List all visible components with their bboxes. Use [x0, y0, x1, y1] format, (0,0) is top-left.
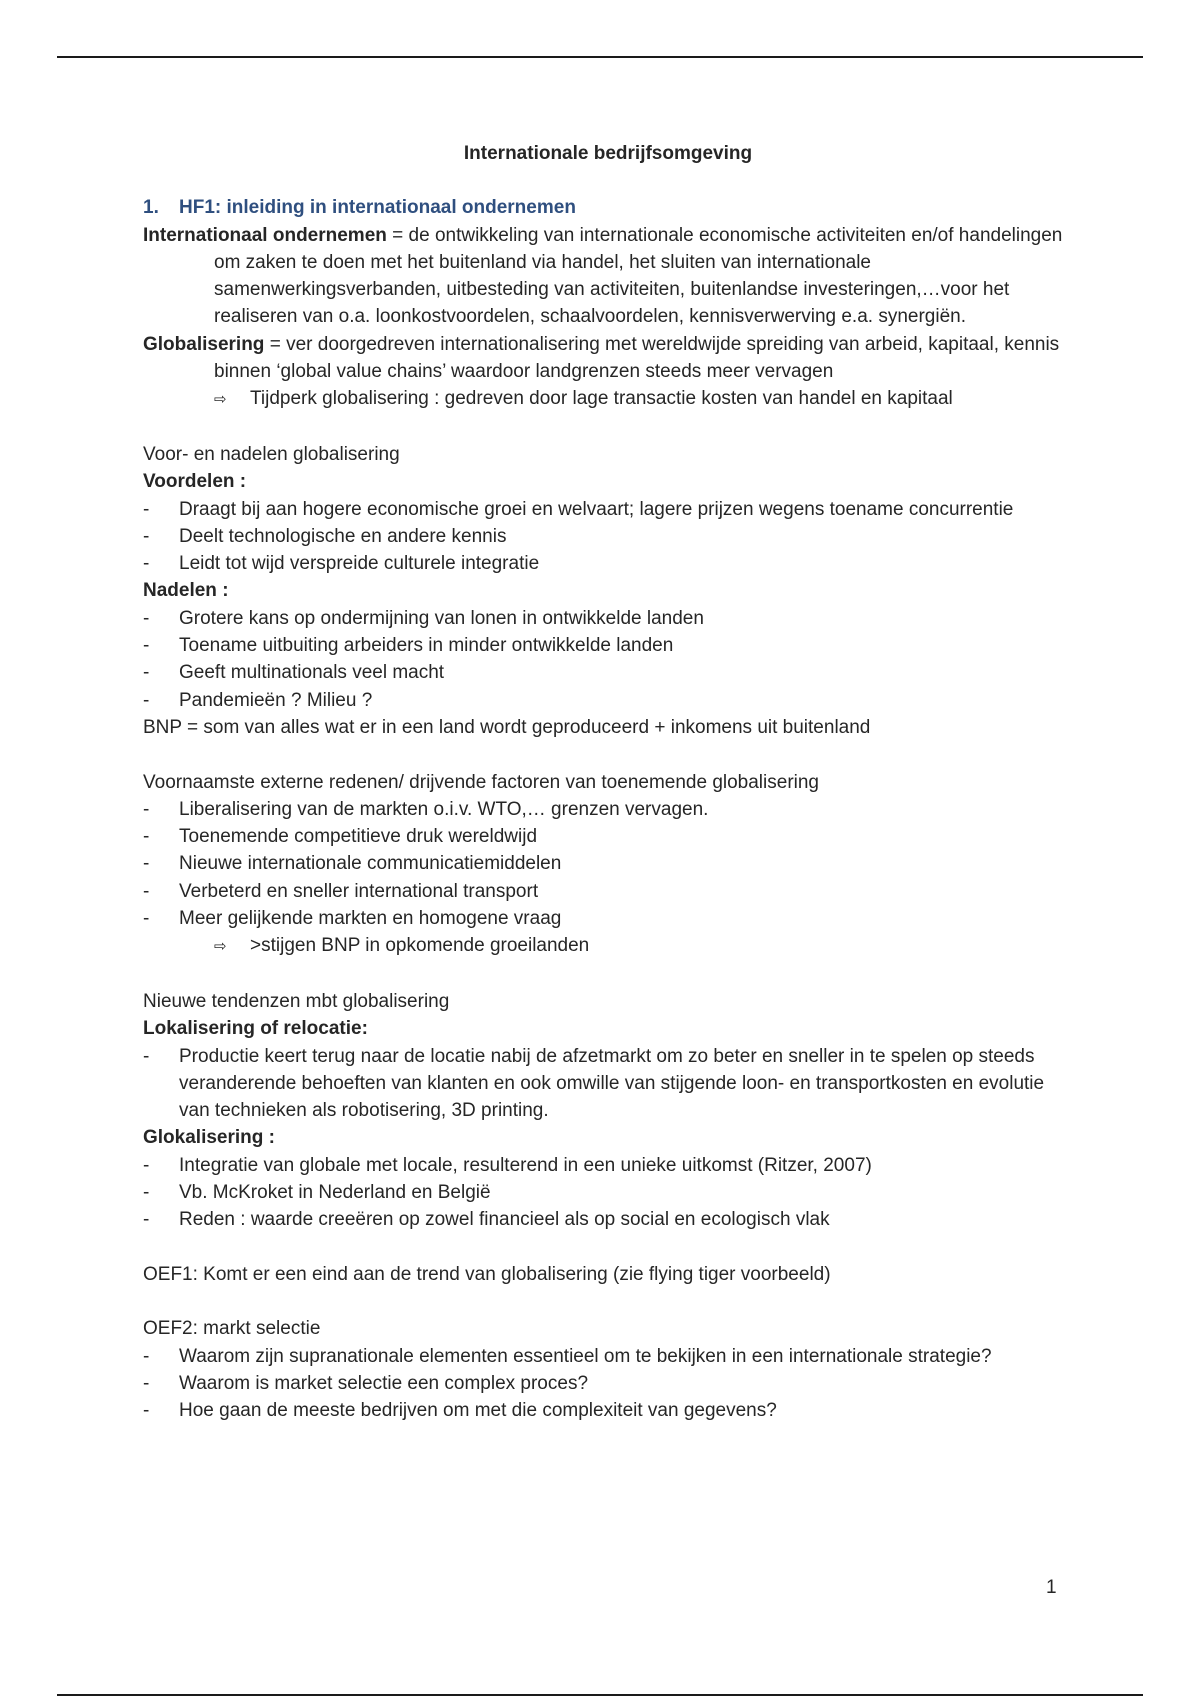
heading-1	[143, 194, 1073, 221]
list-item: - Toenemende competitieve druk wereldwijd	[143, 823, 1073, 850]
list-item: - Deelt technologische en andere kennis	[143, 523, 1073, 550]
list-item: - Waarom is market selectie een complex proces?	[143, 1370, 1073, 1397]
arrow-note-text: Tijdperk globalisering : gedreven door lage transactie kosten van handel en kapitaal	[250, 388, 953, 410]
definition-globalisering-text: = ver doorgedreven internationalisering met wereldwijde spreiding van arbeid, kapitaal, kennis binnen ‘global value chains’ waardoor landgrenzen steeds meer vervagen	[214, 333, 1060, 383]
arrow-note-bnp	[143, 932, 1073, 960]
exercise-2-title: OEF2: markt selectie	[143, 1318, 321, 1340]
cons-label: Nadelen :	[143, 580, 229, 602]
drivers-title: Voornaamste externe redenen/ drijvende factoren van toenemende globalisering	[143, 771, 820, 793]
localisation-label: Lokalisering of relocatie:	[143, 1018, 368, 1040]
trends-title: Nieuwe tendenzen mbt globalisering	[143, 990, 450, 1012]
list-item: - Nieuwe internationale communicatiemiddelen	[143, 850, 1073, 877]
list-item: - Verbeterd en sneller international transport	[143, 878, 1073, 905]
pros-list	[143, 496, 1073, 578]
list-item: - Toename uitbuiting arbeiders in minder ontwikkelde landen	[143, 632, 1073, 659]
definition-international-text: = de ontwikkeling van internationale economische activiteiten en/of handelingen om zaken te doen met het buitenland via handel, het sluiten van internationale samenwerkingsverbanden, uitbesteding van activiteiten, buitenlandse investeringen,…voor het realiseren van o.a. loonkostvoordelen, schaalvoordelen, kennisverwerving e.a. synergiën.	[214, 224, 1063, 328]
list-item: - Liberalisering van de markten o.i.v. WTO,… grenzen vervagen.	[143, 796, 1073, 823]
localisation-list	[143, 1043, 1073, 1125]
list-item: - Meer gelijkende markten en homogene vraag	[143, 905, 1073, 932]
bnp-definition: BNP = som van alles wat er in een land wordt geproduceerd + inkomens uit buitenland	[143, 716, 871, 738]
list-item: - Geeft multinationals veel macht	[143, 659, 1073, 686]
term-international: Internationaal ondernemen	[143, 224, 387, 246]
list-item: - Reden : waarde creeëren op zowel financieel als op social en ecologisch vlak	[143, 1206, 1073, 1233]
list-item: - Leidt tot wijd verspreide culturele integratie	[143, 550, 1073, 577]
arrow-note-text: >stijgen BNP in opkomende groeilanden	[250, 935, 590, 957]
list-item: - Draagt bij aan hogere economische groei en welvaart; lagere prijzen wegens toename concurrentie	[143, 496, 1073, 523]
list-item: - Productie keert terug naar de locatie nabij de afzetmarkt om zo beter en sneller in te spelen op steeds veranderende behoeften van klanten en ook omwille van stijgende loon- en transportkosten en evolutie van technieken als robotisering, 3D printing.	[143, 1043, 1073, 1125]
definition-globalisering	[143, 331, 1073, 386]
pros-cons-title: Voor- en nadelen globalisering	[143, 443, 400, 465]
list-item: - Hoe gaan de meeste bedrijven om met die complexiteit van gegevens?	[143, 1397, 1073, 1424]
document-page	[143, 140, 1073, 1425]
list-item: - Vb. McKroket in Nederland en België	[143, 1179, 1073, 1206]
list-item: - Pandemieën ? Milieu ?	[143, 687, 1073, 714]
term-globalisering: Globalisering	[143, 333, 265, 355]
pros-label: Voordelen :	[143, 471, 247, 493]
page-number: 1	[1046, 1577, 1057, 1598]
drivers-list	[143, 796, 1073, 932]
list-item: - Grotere kans op ondermijning van lonen in ontwikkelde landen	[143, 605, 1073, 632]
arrow-icon: ⇨	[214, 938, 227, 956]
heading-text: HF1: inleiding in internationaal ondernemen	[179, 197, 576, 219]
heading-number: 1.	[143, 197, 159, 219]
exercise-1: OEF1: Komt er een eind aan de trend van globalisering (zie flying tiger voorbeeld)	[143, 1263, 831, 1285]
definition-international	[143, 222, 1073, 331]
cons-list	[143, 605, 1073, 714]
list-item: - Waarom zijn supranationale elementen essentieel om te bekijken in een internationale strategie?	[143, 1343, 1073, 1370]
document-title: Internationale bedrijfsomgeving	[463, 143, 753, 164]
exercise-2-list	[143, 1343, 1073, 1425]
top-rule	[57, 56, 1143, 58]
arrow-note-globalisering	[143, 385, 1073, 413]
list-item: - Integratie van globale met locale, resulterend in een unieke uitkomst (Ritzer, 2007)	[143, 1152, 1073, 1179]
glocalisation-label: Glokalisering :	[143, 1127, 275, 1149]
arrow-icon: ⇨	[214, 391, 227, 409]
glocalisation-list	[143, 1152, 1073, 1234]
bottom-rule	[57, 1694, 1143, 1696]
